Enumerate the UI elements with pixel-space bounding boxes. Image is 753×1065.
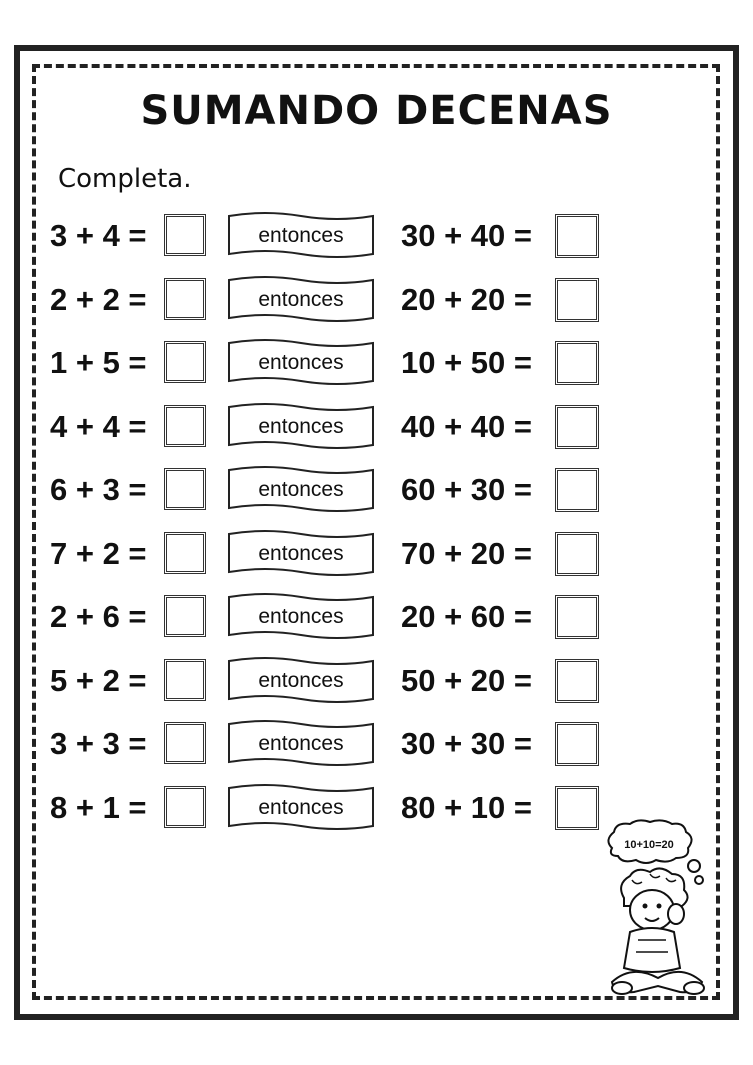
left-equation: 3 + 3 = (50, 726, 147, 761)
ribbon-label: entonces (258, 478, 344, 501)
ribbon-label: entonces (258, 351, 344, 374)
entonces-ribbon (225, 210, 377, 262)
exercise-row (0, 655, 753, 709)
left-answer-box[interactable] (164, 786, 206, 828)
entonces-ribbon (225, 718, 377, 770)
left-equation: 5 + 2 = (50, 662, 147, 698)
left-equation: 4 + 4 = (50, 408, 147, 444)
left-equation: 3 + 4 = (50, 218, 147, 253)
ribbon-label: entonces (258, 414, 344, 438)
entonces-ribbon (225, 274, 377, 326)
instruction-text: Completa. (58, 164, 192, 194)
entonces-ribbon (225, 655, 377, 707)
entonces-ribbon (225, 401, 377, 453)
left-equation: 8 + 1 = (50, 789, 147, 825)
left-answer-box[interactable] (164, 468, 206, 510)
right-equation: 50 + 20 = (401, 662, 533, 698)
left-equation: 7 + 2 = (50, 535, 147, 571)
entonces-ribbon (225, 528, 377, 580)
ribbon-label: entonces (258, 224, 344, 247)
left-answer-box[interactable] (164, 278, 206, 320)
thinking-child-illustration (602, 818, 714, 998)
right-answer-box[interactable] (555, 468, 599, 512)
right-answer-box[interactable] (555, 595, 599, 639)
right-equation: 10 + 50 = (401, 345, 533, 380)
right-answer-box[interactable] (555, 659, 599, 703)
right-answer-box[interactable] (555, 786, 599, 830)
right-answer-box[interactable] (555, 532, 599, 576)
left-equation: 2 + 6 = (50, 599, 147, 634)
right-equation: 30 + 30 = (401, 726, 533, 761)
right-equation: 20 + 20 = (401, 281, 533, 317)
right-equation: 70 + 20 = (401, 535, 533, 571)
right-equation: 60 + 30 = (401, 472, 533, 507)
thought-bubble-text: 10+10=20 (624, 839, 674, 851)
entonces-ribbon (225, 782, 377, 834)
exercise-row (0, 337, 753, 391)
left-answer-box[interactable] (164, 722, 206, 764)
exercise-row (0, 718, 753, 772)
thinking-child-icon (602, 818, 714, 998)
right-equation: 40 + 40 = (401, 408, 533, 444)
ribbon-label: entonces (258, 668, 344, 692)
exercise-row (0, 464, 753, 518)
ribbon-label: entonces (258, 732, 344, 755)
left-answer-box[interactable] (164, 341, 206, 383)
left-answer-box[interactable] (164, 532, 206, 574)
exercise-row (0, 591, 753, 645)
ribbon-label: entonces (258, 795, 344, 819)
left-equation: 2 + 2 = (50, 281, 147, 317)
ribbon-label: entonces (258, 605, 344, 628)
exercise-row (0, 401, 753, 455)
right-answer-box[interactable] (555, 722, 599, 766)
exercise-row (0, 210, 753, 264)
right-equation: 80 + 10 = (401, 789, 533, 825)
left-answer-box[interactable] (164, 595, 206, 637)
left-equation: 6 + 3 = (50, 472, 147, 507)
entonces-ribbon (225, 337, 377, 389)
page-title: SUMANDO DECENAS (140, 88, 613, 134)
right-answer-box[interactable] (555, 405, 599, 449)
entonces-ribbon (225, 591, 377, 643)
left-equation: 1 + 5 = (50, 345, 147, 380)
left-answer-box[interactable] (164, 214, 206, 256)
exercise-row (0, 274, 753, 328)
right-equation: 20 + 60 = (401, 599, 533, 634)
exercise-row (0, 528, 753, 582)
entonces-ribbon (225, 464, 377, 516)
ribbon-label: entonces (258, 541, 344, 565)
right-answer-box[interactable] (555, 214, 599, 258)
right-answer-box[interactable] (555, 341, 599, 385)
right-equation: 30 + 40 = (401, 218, 533, 253)
left-answer-box[interactable] (164, 659, 206, 701)
left-answer-box[interactable] (164, 405, 206, 447)
right-answer-box[interactable] (555, 278, 599, 322)
ribbon-label: entonces (258, 287, 344, 311)
